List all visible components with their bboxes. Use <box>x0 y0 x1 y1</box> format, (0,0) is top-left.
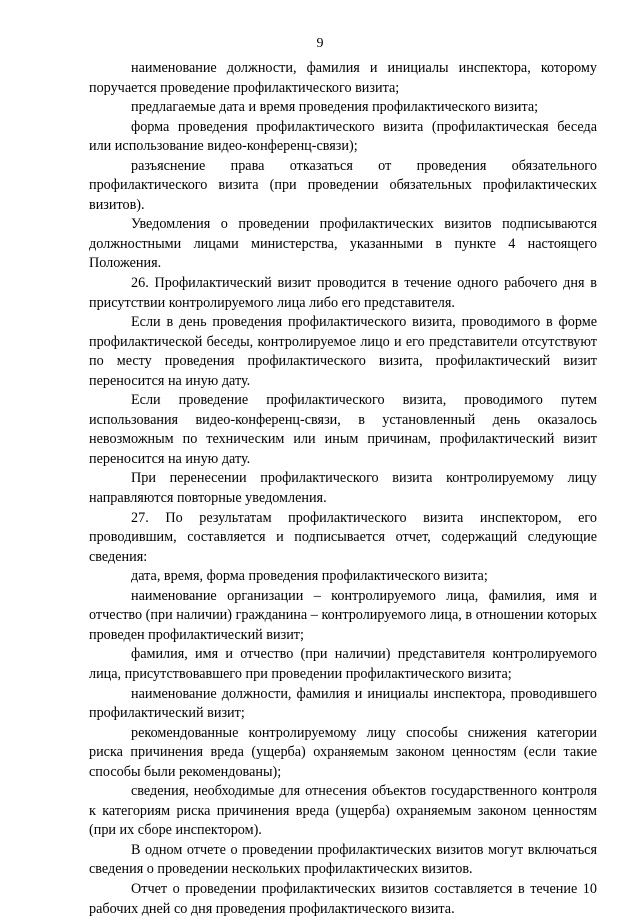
paragraph-report-deadline: Отчет о проведении профилактических визитов составляется в течение 10 рабочих дней со дня проведения профилактического визита. <box>89 880 597 917</box>
paragraph-report-date-time: дата, время, форма проведения профилактического визита; <box>131 568 488 585</box>
paragraph-visit-form: форма проведения профилактического визита (профилактическая беседа или использование видео-конференц-связи); <box>89 118 597 155</box>
paragraph-report-inspector: наименование должности, фамилия и инициалы инспектора, проводившего профилактический визит; <box>89 685 597 722</box>
paragraph-right-to-refuse: разъяснение права отказаться от проведения обязательного профилактического визита (при проведении обязательных профилактических визитов). <box>89 157 597 213</box>
paragraph-repeat-notification: При перенесении профилактического визита контролируемому лицу направляются повторные уведомления. <box>89 470 597 507</box>
paragraph-report-risk-data: сведения, необходимые для отнесения объектов государственного контроля к категориям риска причинения вреда (ущерба) охраняемым законом ценностям (при их сборе инспектором). <box>89 783 597 839</box>
paragraph-notification-signing: Уведомления о проведении профилактических визитов подписываются должностными лицами министерства, указанными в пункте 4 настоящего Положения. <box>89 216 597 272</box>
paragraph-combined-report: В одном отчете о проведении профилактических визитов могут включаться сведения о проведении нескольких профилактических визитов. <box>89 841 597 878</box>
paragraph-absence-reschedule: Если в день проведения профилактического визита, проводимого в форме профилактической беседы, контролируемое лицо и его представители отсутствуют по месту проведения профилактического визита, профилактический визит переносится на иную дату. <box>89 314 597 389</box>
paragraph-report-representative: фамилия, имя и отчество (при наличии) представителя контролируемого лица, присутствовавшего при проведении профилактического визита; <box>89 646 597 682</box>
paragraph-item-27: 27. По результатам профилактического визита инспектором, его проводившим, составляется и подписывается отчет, содержащий следующие сведения: <box>89 509 597 565</box>
paragraph-proposed-date-time: предлагаемые дата и время проведения профилактического визита; <box>131 99 539 116</box>
paragraph-report-recommendations: рекомендованные контролируемому лицу способы снижения категории риска причинения вреда (ущерба) охраняемым законом ценностям (если такие способы были рекомендованы); <box>89 724 597 780</box>
paragraph-item-26: 26. Профилактический визит проводится в течение одного рабочего дня в присутствии контролируемого лица либо его представителя. <box>89 275 597 311</box>
document-body <box>89 59 597 919</box>
paragraph-video-failure-reschedule: Если проведение профилактического визита, проводимого путем использования видео-конференц-связи, в установленный день оказалось невозможным по техническим или иным причинам, профилактический визит переносится на иную дату. <box>89 392 597 467</box>
page-number: 9 <box>316 36 324 51</box>
paragraph-report-organization: наименование организации – контролируемого лица, фамилия, имя и отчество (при наличии) гражданина – контролируемого лица, в отношении которых проведен профилактический визит; <box>89 587 597 643</box>
paragraph-inspector-position: наименование должности, фамилия и инициалы инспектора, которому поручается проведение профилактического визита; <box>89 60 597 96</box>
